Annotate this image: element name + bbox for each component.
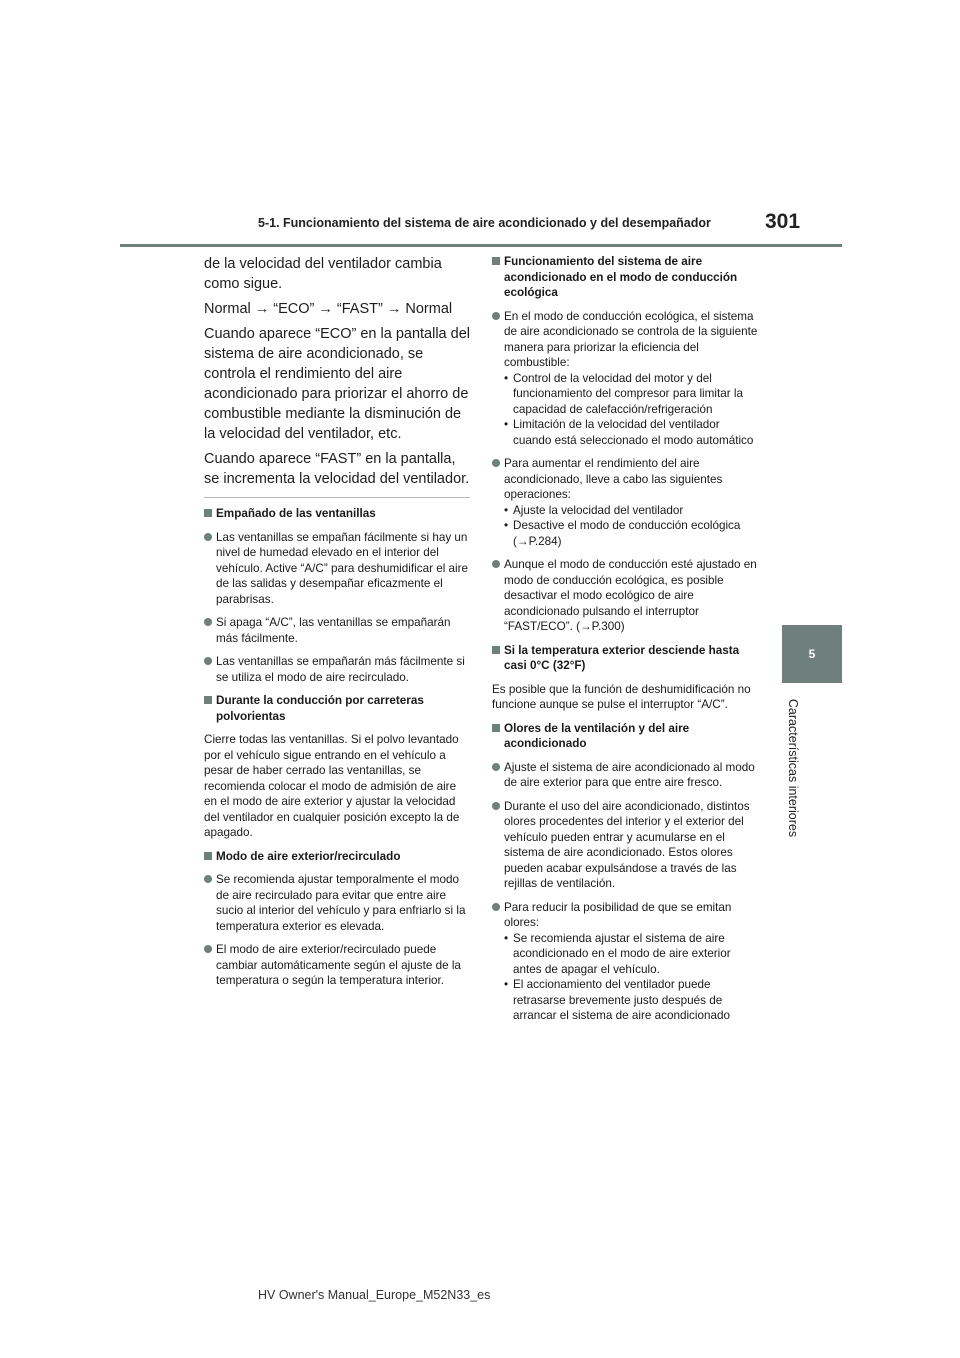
right-column — [492, 254, 758, 1032]
section-paragraph: Cierre todas las ventanillas. Si el polvo levantado por el vehículo sigue entrando en el vehículo a pesar de haber cerrado las ventanillas, se recomienda colocar el modo de admisión de aire en el modo de aire exterior y ajustar la velocidad del ventilador en cualquier posición excepto la de apagado. — [204, 733, 460, 839]
circle-bullet-icon — [492, 459, 500, 467]
section — [204, 849, 470, 865]
lead-paragraph: de la velocidad del ventilador cambia como sigue. — [204, 256, 442, 292]
section — [492, 254, 758, 301]
square-bullet-icon — [204, 509, 212, 517]
circle-bullet-icon — [204, 657, 212, 665]
sub-list-item: • El accionamiento del ventilador puede retrasarse brevemente justo después de arrancar el sistema de aire acondicionado — [504, 977, 758, 1024]
section-paragraph: Es posible que la función de deshumidificación no funcione aunque se pulse el interruptor “A/C”. — [492, 682, 751, 711]
lead-paragraph: Cuando aparece “FAST” en la pantalla, se incrementa la velocidad del ventilador. — [204, 451, 470, 487]
circle-bullet-icon — [204, 875, 212, 883]
section-heading: Olores de la ventilación y del aire acondicionado — [492, 721, 758, 752]
bullet-item: Si apaga “A/C”, las ventanillas se empañarán más fácilmente. — [204, 615, 470, 646]
lead-paragraph: Cuando aparece “ECO” en la pantalla del sistema de aire acondicionado, se controla el rendimiento del aire acondicionado para priorizar el ahorro de combustible mediante la disminución de la velocidad del ventilador, etc. — [204, 326, 470, 442]
lead-text — [204, 254, 470, 489]
section-heading: Durante la conducción por carreteras polvorientas — [204, 693, 470, 724]
circle-bullet-icon — [204, 618, 212, 626]
square-bullet-icon — [492, 646, 500, 654]
square-bullet-icon — [204, 696, 212, 704]
circle-bullet-icon — [204, 533, 212, 541]
bullet-item: Para reducir la posibilidad de que se emitan olores: • Se recomienda ajustar el sistema de aire acondicionado en el modo de aire exterior antes de apagar el vehículo. • El accionamiento del ventilador puede retrasarse brevemente justo después de arrancar el sistema de aire acondicionado — [492, 900, 758, 1024]
sub-list-item: • Desactive el modo de conducción ecológica (→P.284) — [504, 518, 758, 549]
header-rule — [120, 244, 842, 247]
bullet-item: Las ventanillas se empañarán más fácilmente si se utiliza el modo de aire recirculado. — [204, 654, 470, 685]
lead-paragraph: Normal → “ECO” → “FAST” → Normal — [204, 301, 453, 317]
bullet-item: Las ventanillas se empañan fácilmente si hay un nivel de humedad elevado en el interior del vehículo. Active “A/C” para deshumidificar el aire de las salidas y desempañar eficazmente el parabrisas. — [204, 530, 470, 608]
section-heading: Funcionamiento del sistema de aire acondicionado en el modo de conducción ecológica — [492, 254, 758, 301]
chapter-side-title — [781, 692, 805, 844]
section — [492, 643, 758, 674]
circle-bullet-icon — [492, 560, 500, 568]
bullet-item: En el modo de conducción ecológica, el sistema de aire acondicionado se controla de la siguiente manera para priorizar la eficiencia del combustible: • Control de la velocidad del motor y del funcionamiento del compresor para limitar la capacidad de calefacción/refrigeración • Limitación de la velocidad del ventilador cuando está seleccionado el modo automático — [492, 309, 758, 449]
page-number: 301 — [765, 210, 801, 233]
chapter-title: Características interiores — [786, 698, 800, 838]
left-column — [204, 254, 470, 997]
circle-bullet-icon — [492, 802, 500, 810]
bullet-item: El modo de aire exterior/recirculado puede cambiar automáticamente según el ajuste de la temperatura o según la temperatura interior. — [204, 942, 470, 989]
sub-list-item: • Control de la velocidad del motor y del funcionamiento del compresor para limitar la capacidad de calefacción/refrigeración — [504, 371, 758, 418]
section — [204, 506, 470, 522]
square-bullet-icon — [492, 257, 500, 265]
bullet-item: Durante el uso del aire acondicionado, distintos olores procedentes del interior y el exterior del vehículo pueden entrar y acumularse en el sistema de aire acondicionado. Estos olores pueden acabar expulsándose a través de las rejillas de ventilación. — [492, 799, 758, 892]
sub-list-item: • Se recomienda ajustar el sistema de aire acondicionado en el modo de aire exterior antes de apagar el vehículo. — [504, 931, 758, 978]
sub-list-item: • Ajuste la velocidad del ventilador — [504, 503, 758, 519]
section-heading: Si la temperatura exterior desciende hasta casi 0°C (32°F) — [492, 643, 758, 674]
circle-bullet-icon — [492, 903, 500, 911]
running-header: 5-1. Funcionamiento del sistema de aire acondicionado y del desempañador — [258, 216, 711, 230]
bullet-item: Se recomienda ajustar temporalmente el modo de aire recirculado para evitar que entre aire sucio al interior del vehículo y para enfriarlo si la temperatura exterior es elevada. — [204, 872, 470, 934]
bullet-item: Aunque el modo de conducción esté ajustado en modo de conducción ecológica, es posible desactivar el modo ecológico de aire acondicionado pulsando el interruptor “FAST/ECO”. (→P.300) — [492, 557, 758, 635]
sub-list-item: • Limitación de la velocidad del ventilador cuando está seleccionado el modo automático — [504, 417, 758, 448]
section — [492, 721, 758, 752]
bullet-item: Para aumentar el rendimiento del aire acondicionado, lleve a cabo las siguientes operaciones: • Ajuste la velocidad del ventilador • Desactive el modo de conducción ecológica (→P.284) — [492, 456, 758, 549]
square-bullet-icon — [204, 852, 212, 860]
circle-bullet-icon — [492, 312, 500, 320]
circle-bullet-icon — [492, 763, 500, 771]
section-heading: Empañado de las ventanillas — [204, 506, 470, 522]
circle-bullet-icon — [204, 945, 212, 953]
section-heading: Modo de aire exterior/recirculado — [204, 849, 470, 865]
footer-manual-id: HV Owner's Manual_Europe_M52N33_es — [258, 1288, 491, 1302]
section — [204, 693, 470, 724]
section-divider — [204, 497, 470, 498]
square-bullet-icon — [492, 724, 500, 732]
bullet-item: Ajuste el sistema de aire acondicionado al modo de aire exterior para que entre aire fresco. — [492, 760, 758, 791]
chapter-tab: 5 — [782, 625, 842, 683]
